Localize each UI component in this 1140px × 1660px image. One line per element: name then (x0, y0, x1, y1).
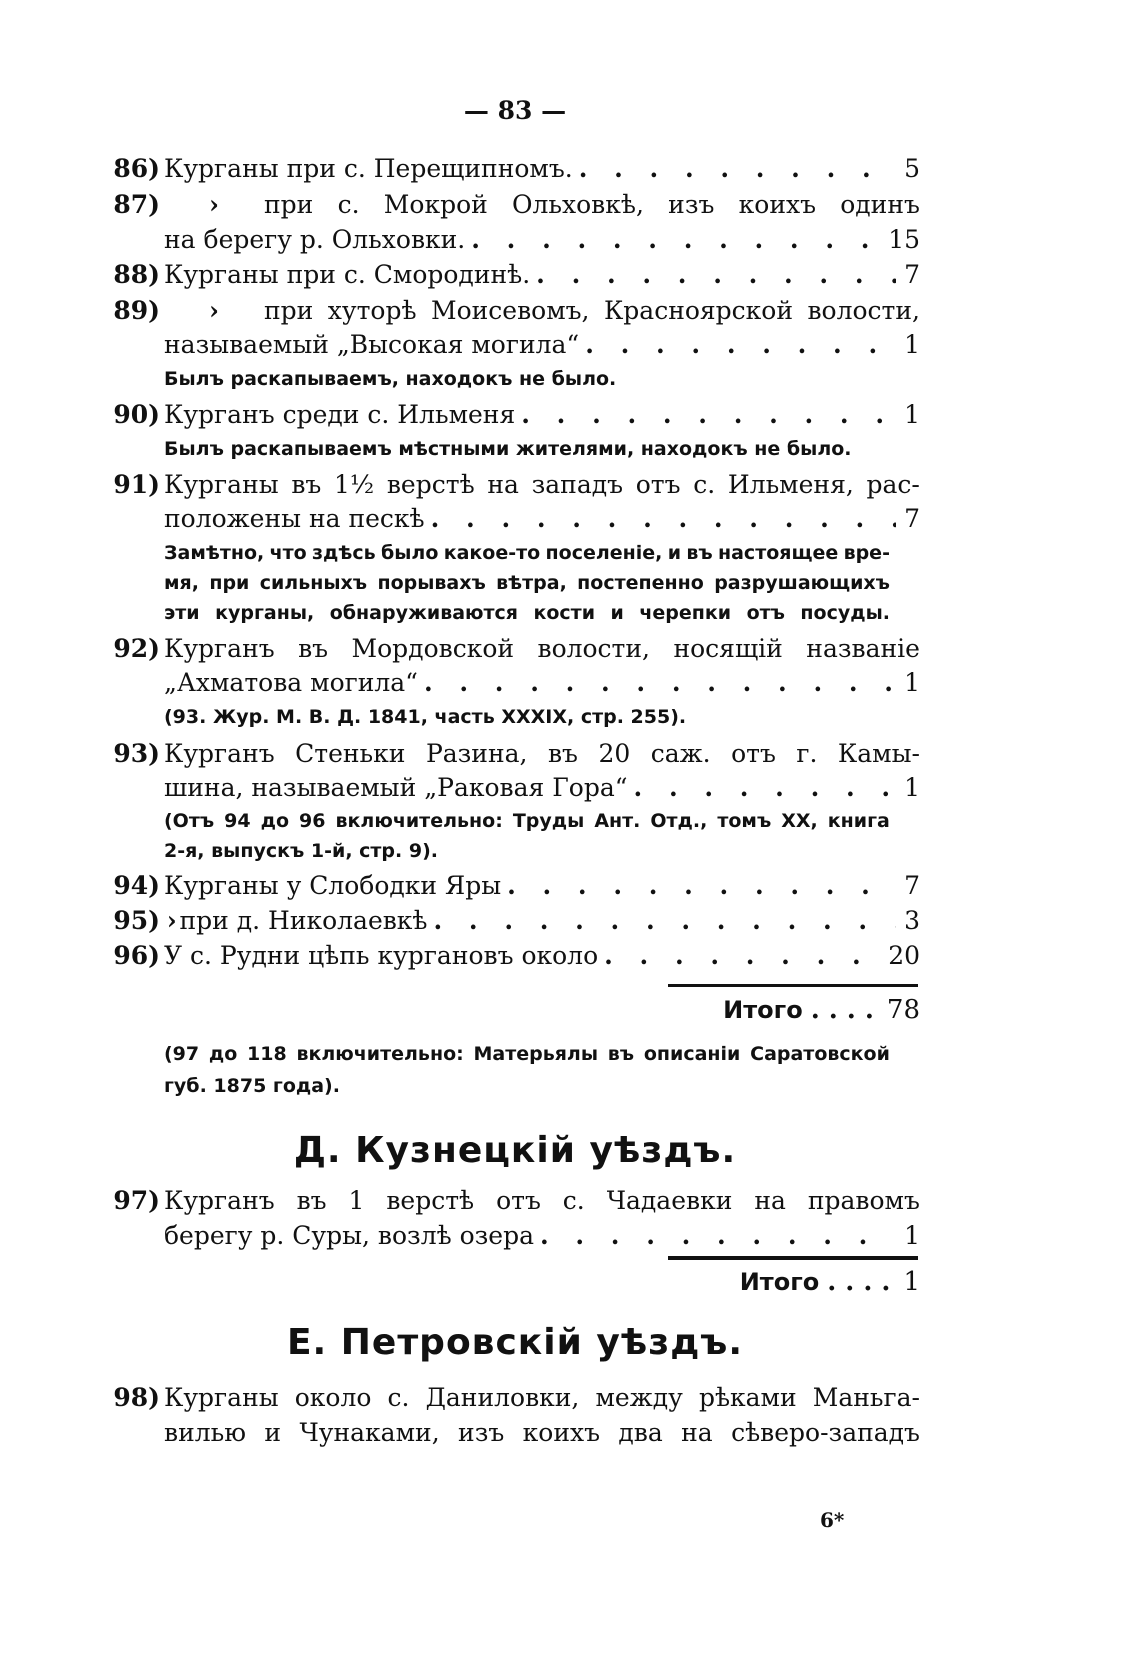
entry-text: при д. Николаевкѣ (179, 906, 428, 935)
word: 1½ (334, 470, 375, 499)
word: рѣками (698, 1383, 797, 1412)
page-number: — 83 — (463, 96, 567, 125)
dot-leader (579, 152, 896, 186)
word: Красноярской (603, 296, 794, 325)
word: поселеніе, (545, 542, 663, 564)
word: с. (693, 470, 716, 499)
dot-leader (634, 771, 896, 805)
word: было (380, 542, 439, 564)
entry-text: шина, называемый „Раковая Гора“ (164, 773, 628, 802)
word: изъ (458, 1418, 505, 1447)
word: одинъ (840, 190, 920, 219)
entry-93-line-2 (98, 771, 920, 805)
entry-94 (98, 869, 920, 903)
word: Курганы (164, 470, 279, 499)
word: Ант. (594, 810, 641, 832)
entry-number: 95) (113, 906, 160, 935)
word: Курганъ (164, 739, 275, 768)
word: въ (686, 542, 713, 564)
word: отъ (746, 602, 785, 624)
source-note-line (164, 1038, 890, 1070)
entry-89-line-1 (98, 294, 920, 328)
word: Отд., (650, 810, 708, 832)
total-dots: .... (810, 995, 883, 1025)
entry-number: 97) (113, 1186, 160, 1215)
word: при (264, 190, 314, 219)
word: въ (547, 739, 578, 768)
word: 1 (348, 1186, 365, 1215)
dot-leader (431, 502, 896, 536)
word: Мокрой (383, 190, 488, 219)
entry-87-line-2 (98, 223, 920, 257)
entry-97-line-1 (98, 1184, 920, 1218)
word: между (595, 1383, 683, 1412)
word: включительно: (335, 810, 503, 832)
word: порывахъ (377, 572, 486, 594)
word: правомъ (807, 1186, 920, 1215)
word: саж. (650, 739, 711, 768)
word: отъ (731, 739, 776, 768)
word: коихъ (738, 190, 816, 219)
entry-89-line-2 (98, 328, 920, 362)
entry-count: 5 (904, 154, 920, 183)
word: посуды. (800, 602, 890, 624)
word: настоящее (717, 542, 839, 564)
entry-count: 1 (904, 330, 920, 359)
total-label: Итого (739, 1268, 820, 1296)
entry-text: Курганъ среди с. Ильменя (164, 400, 516, 429)
word: при (264, 296, 314, 325)
word: что (269, 542, 307, 564)
word: до (208, 1043, 238, 1065)
word: Ольховкѣ, (512, 190, 644, 219)
word: два (618, 1418, 663, 1447)
section-total (620, 990, 920, 1030)
word: Чунаками, (299, 1418, 440, 1447)
word: 94 (224, 810, 251, 832)
dot-leader (585, 328, 896, 362)
dot-leader (424, 666, 896, 700)
entry-count: 7 (904, 504, 920, 533)
total-label: Итого (723, 996, 803, 1024)
section-heading-kuznetsk: Д. Кузнецкій уѣздъ. (293, 1130, 737, 1171)
word: г. (796, 739, 818, 768)
entry-text: на берегу р. Ольховки. (164, 225, 466, 254)
word: и (610, 602, 624, 624)
word: рас- (866, 470, 920, 499)
entry-96 (98, 939, 920, 973)
word: въ (607, 1043, 635, 1065)
entry-86 (98, 152, 920, 186)
entry-text: „Ахматова могила“ (164, 668, 418, 697)
word: Чадаевки (606, 1186, 733, 1215)
word: 96 (299, 810, 326, 832)
word: Разина, (425, 739, 528, 768)
entry-count: 1 (904, 1221, 920, 1250)
word: носящій (673, 634, 783, 663)
total-dots: .... (827, 1267, 900, 1297)
word: (97 (164, 1043, 200, 1065)
entry-number: 94) (113, 871, 160, 900)
entry-88 (98, 258, 920, 292)
dot-leader (434, 904, 896, 938)
word: постепенно (577, 572, 704, 594)
dot-leader (540, 1219, 896, 1253)
entry-91-line-1 (98, 468, 920, 502)
word: въ (291, 470, 322, 499)
word: какое-то (443, 542, 541, 564)
word: и (667, 542, 682, 564)
entry-92-line-1 (98, 632, 920, 666)
word: при (209, 572, 250, 594)
entry-text: называемый „Высокая могила“ (164, 330, 580, 359)
word: изъ (668, 190, 715, 219)
word: отъ (496, 1186, 541, 1215)
word: Матерьялы (473, 1043, 599, 1065)
dot-leader (521, 398, 896, 432)
total-value: 1 (903, 1267, 920, 1297)
word: волости, (537, 634, 650, 663)
entry-98-line-1 (98, 1381, 920, 1415)
ditto-mark: › (166, 906, 177, 935)
entry-92-note: (93. Жур. М. В. Д. 1841, часть XXXIX, стр. 255). (164, 706, 687, 728)
word: мя, (164, 572, 199, 594)
word: коихъ (522, 1418, 600, 1447)
entry-number: 90) (113, 400, 160, 429)
word: с. (562, 1186, 585, 1215)
word: включительно: (296, 1043, 464, 1065)
word: 118 (247, 1043, 287, 1065)
word: въ (296, 1186, 327, 1215)
entry-89-note: Былъ раскапываемъ, находокъ не было. (164, 368, 617, 390)
word: Моисевомъ, (430, 296, 590, 325)
word: волости, (807, 296, 920, 325)
entry-92-line-2 (98, 666, 920, 700)
entry-91-line-2 (98, 502, 920, 536)
entry-number: 87) (113, 190, 160, 219)
ditto-mark: › (209, 296, 219, 325)
word: с. (337, 190, 360, 219)
word: 20 (598, 739, 631, 768)
entry-text: положены на пескѣ (164, 504, 425, 533)
section-total (620, 1262, 920, 1302)
entry-93-note-line (164, 806, 890, 836)
word: названіе (806, 634, 920, 663)
entry-count: 3 (904, 906, 920, 935)
word: с. (387, 1383, 410, 1412)
word: около (294, 1383, 372, 1412)
word: на (487, 470, 519, 499)
entry-count: 15 (888, 225, 920, 254)
word: Маньга- (812, 1383, 920, 1412)
total-value: 78 (886, 995, 920, 1025)
word: (Отъ (164, 810, 215, 832)
word: вѣтра, (496, 572, 567, 594)
word: черепки (639, 602, 732, 624)
entry-number: 96) (113, 941, 160, 970)
entry-95 (98, 904, 920, 938)
word: на (754, 1186, 786, 1215)
word: Труды (512, 810, 585, 832)
entry-number: 92) (113, 634, 160, 663)
word: верстѣ (386, 470, 475, 499)
word: Камы- (837, 739, 920, 768)
entry-number: 98) (113, 1383, 160, 1412)
word: сѣверо-западъ (731, 1418, 920, 1447)
word: въ (298, 634, 329, 663)
word: Замѣтно, (164, 542, 265, 564)
entry-93-note-line: 2-я, выпускъ 1-й, стр. 9). (164, 840, 438, 862)
signature-mark: 6* (820, 1508, 845, 1532)
entry-text: Курганы при с. Смородинѣ. (164, 260, 531, 289)
word: Даниловки, (425, 1383, 580, 1412)
entry-90-note: Былъ раскапываемъ мѣстными жителями, находокъ не было. (164, 438, 852, 460)
word: эти (164, 602, 200, 624)
word: верстѣ (386, 1186, 475, 1215)
total-rule (668, 1256, 918, 1260)
word: XX, (781, 810, 818, 832)
entry-count: 1 (904, 400, 920, 429)
entry-98-line-2 (98, 1416, 920, 1450)
word: Курганъ (164, 1186, 275, 1215)
entry-90 (98, 398, 920, 432)
source-note-line: губ. 1875 года). (164, 1075, 340, 1097)
entry-text: Курганы при с. Перещипномъ. (164, 154, 573, 183)
word: сильныхъ (259, 572, 368, 594)
word: разрушающихъ (714, 572, 890, 594)
dot-leader (507, 869, 896, 903)
entry-count: 7 (904, 871, 920, 900)
word: хуторѣ (327, 296, 417, 325)
word: Курганы (164, 1383, 279, 1412)
word: кости (533, 602, 596, 624)
dot-leader (471, 223, 888, 257)
word: вре- (843, 542, 890, 564)
entry-91-note-line (164, 538, 890, 568)
entry-number: 93) (113, 739, 160, 768)
word: Мордовской (351, 634, 515, 663)
entry-91-note-line (164, 598, 890, 628)
dot-leader (604, 939, 888, 973)
entry-number: 86) (113, 154, 160, 183)
word: и (264, 1418, 282, 1447)
entry-count: 20 (888, 941, 920, 970)
entry-87-line-1 (98, 188, 920, 222)
word: Саратовской (750, 1043, 890, 1065)
word: Стеньки (295, 739, 406, 768)
entry-97-line-2 (98, 1219, 920, 1253)
word: до (260, 810, 290, 832)
entry-number: 91) (113, 470, 160, 499)
word: западъ (531, 470, 624, 499)
entry-91-note-line (164, 568, 890, 598)
total-rule (668, 984, 918, 987)
entry-text: У с. Рудни цѣпь кургановъ около (164, 941, 599, 970)
word: томъ (717, 810, 772, 832)
word: Ильменя, (727, 470, 854, 499)
section-heading-petrovsk: Е. Петровскій уѣздъ. (286, 1322, 744, 1363)
word: обнаруживаются (329, 602, 518, 624)
entry-number: 88) (113, 260, 160, 289)
entry-text: берегу р. Суры, возлѣ озера (164, 1221, 534, 1250)
entry-count: 7 (904, 260, 920, 289)
entry-count: 1 (904, 668, 920, 697)
word: здѣсь (311, 542, 376, 564)
ditto-mark: › (209, 190, 219, 219)
word: на (681, 1418, 713, 1447)
dot-leader (536, 258, 896, 292)
word: курганы, (215, 602, 315, 624)
word: Курганъ (164, 634, 275, 663)
word: вилью (164, 1418, 246, 1447)
entry-number: 89) (113, 296, 160, 325)
entry-93-line-1 (98, 737, 920, 771)
word: описаніи (643, 1043, 741, 1065)
word: отъ (635, 470, 681, 499)
entry-count: 1 (904, 773, 920, 802)
entry-text: Курганы у Слободки Яры (164, 871, 502, 900)
word: книга (827, 810, 890, 832)
